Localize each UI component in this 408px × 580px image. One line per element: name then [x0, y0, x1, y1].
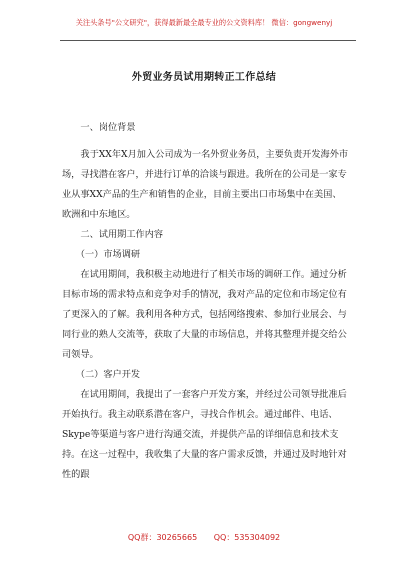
document-body	[62, 118, 350, 485]
subsection-market-research-paragraph: 在试用期间，我积极主动地进行了相关市场的调研工作。通过分析目标市场的需求特点和竞争对手的情况，我对产品的定位和市场定位有了更深入的了解。我利用各种方式，包括网络搜索、参加行业展会、与同行业的熟人交流等，获取了大量的市场信息，并将其整理并提交给公司领导。	[62, 269, 347, 360]
header-divider	[60, 40, 356, 41]
footer-contact	[0, 532, 408, 543]
footer-qq-group: QQ群：30265665	[127, 533, 198, 542]
document-title: 外贸业务员试用期转正工作总结	[131, 72, 277, 83]
subsection-market-research-heading: （一）市场调研	[75, 249, 141, 260]
section-1-heading: 一、岗位背景	[80, 122, 136, 133]
subsection-client-development-paragraph: 在试用期间，我提出了一套客户开发方案，并经过公司领导批准后开始执行。我主动联系潜在客户，寻找合作机会。通过邮件、电话、Skype等渠道与客户进行沟通交流，并提供产品的详细信息和技术支持。在这一过程中，我收集了大量的客户需求反馈，并通过及时地针对性的跟	[62, 389, 347, 480]
header-notice: 关注头条号"公文研究"，获得最新最全最专业的公文资料库！ 微信：gongwenyj	[75, 18, 333, 27]
section-2-heading: 二、试用期工作内容	[80, 229, 164, 240]
section-1-paragraph: 我于XX年X月加入公司成为一名外贸业务员，主要负责开发海外市场，寻找潜在客户，并进行订单的洽谈与跟进。我所在的公司是一家专业从事XX产品的生产和销售的企业，目前主要出口市场集中在美国、欧洲和中东地区。	[62, 149, 349, 220]
footer-qq: QQ：535304092	[213, 533, 281, 542]
subsection-client-development-heading: （二）客户开发	[75, 369, 141, 380]
